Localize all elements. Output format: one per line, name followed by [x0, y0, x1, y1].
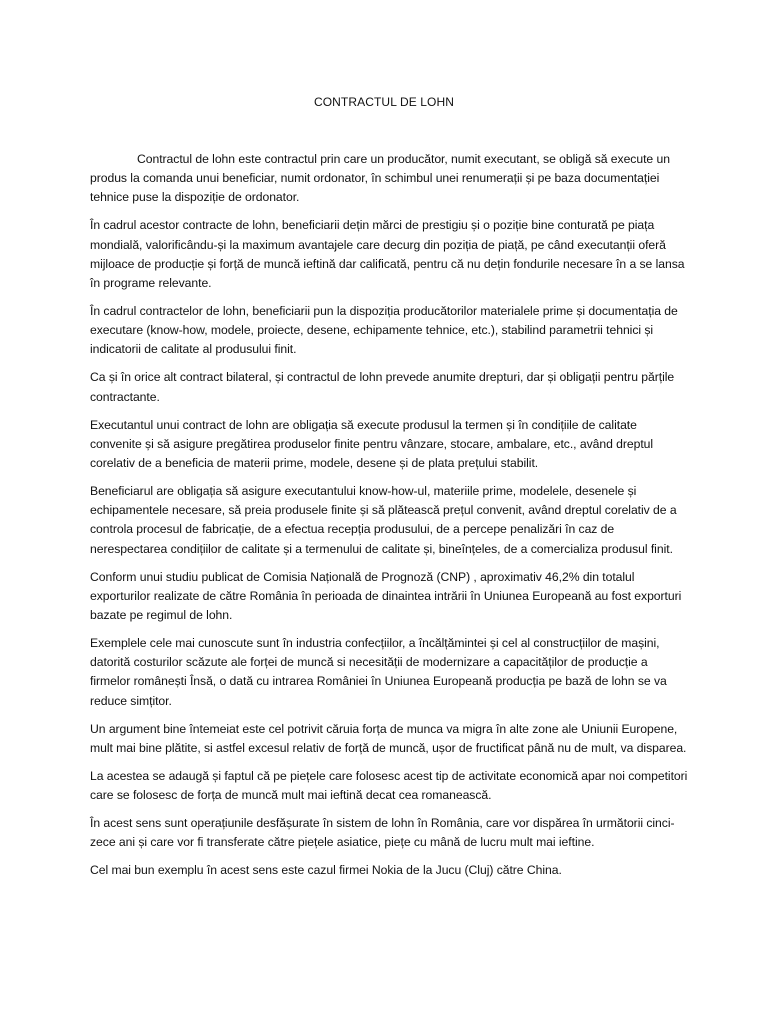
paragraph-9: Un argument bine întemeiat este cel potrivit căruia forța de munca va migra în alte zone ale Uniunii Europene, mult mai bine plătite, si astfel excesul relativ de forță de muncă, ușor de fructificat până nu de mult, va disparea. [90, 721, 687, 755]
paragraph-6: Beneficiarul are obligația să asigure executantului know-how-ul, materiile prime, modelele, desenele și echipamentele necesare, să preia produsele finite și să plătească prețul convenit, având dreptul corelativ de a controla procesul de fabricație, de a efectua recepția produsului, de a percepe penalizări în caz de nerespectarea condițiilor de calitate și a termenului de calitate și, bineînțeles, de a comercializa produsul finit. [90, 484, 677, 556]
paragraph-4: Ca și în orice alt contract bilateral, și contractul de lohn prevede anumite drepturi, dar și obligații pentru părțile contractante. [90, 370, 675, 404]
paragraph-3: În cadrul contractelor de lohn, beneficiarii pun la dispoziția producătorilor materialele prime și documentația de executare (know-how, modele, proiecte, desene, echipamente tehnice, etc.), stabilind parametrii tehnici și indicatorii de calitate al produsului finit. [90, 304, 678, 357]
paragraph-2: În cadrul acestor contracte de lohn, beneficiarii dețin mărci de prestigiu și o poziție bine conturată pe piața mondială, valorificându-și la maximum avantajele care decurg din poziția de piață, pe când executanții oferă mijloace de producție și forță de muncă ieftină dar calificată, pentru că nu dețin fondurile necesare în a se lansa în programe relevante. [90, 218, 685, 291]
paragraph-7: Conform unui studiu publicat de Comisia Națională de Prognoză (CNP) , aproximativ 46,2% din totalul exporturilor realizate de către România în perioada de dinaintea intrării în Uniunea Europeană au fost exporturi bazate pe regimul de lohn. [90, 569, 682, 623]
document-body [90, 150, 690, 889]
paragraph-10: La acestea se adaugă și faptul că pe piețele care folosesc acest tip de activitate economică apar noi competitori care se folosesc de forța de muncă mult mai ieftină decat cea romanească. [90, 768, 688, 803]
document-title: CONTRACTUL DE LOHN [313, 95, 455, 109]
paragraph-12: Cel mai bun exemplu în acest sens este cazul firmei Nokia de la Jucu (Cluj) către China. [90, 863, 562, 878]
paragraph-5: Executantul unui contract de lohn are obligația să execute produsul la termen și în condițiile de calitate convenite și să asigure pregătirea produselor finite pentru vânzare, stocare, ambalare, etc., având dreptul corelativ de a beneficia de materii prime, modele, desene și de plata prețului stabilit. [90, 417, 654, 471]
paragraph-8: Exemplele cele mai cunoscute sunt în industria confecțiilor, a încălțămintei și cel al construcțiilor de mașini, datorită costurilor scăzute ale forței de muncă si necesității de modernizare a capacităților de producție a firmelor românești Însă, o dată cu intrarea României în Uniunea Europeană producția pe bază de lohn se va reduce simțitor. [90, 636, 667, 708]
paragraph-1: Contractul de lohn este contractul prin care un producător, numit executant, se obligă să execute un produs la comanda unui beneficiar, numit ordonator, în schimbul unei renumerații și pe baza documentației tehnice puse la dispoziție de ordonator. [90, 152, 670, 205]
paragraph-11: În acest sens sunt operațiunile desfășurate în sistem de lohn în România, care vor dispărea în următorii cinci-zece ani și care vor fi transferate către piețele asiatice, piețe cu mână de lucru mult mai ieftine. [90, 816, 675, 850]
